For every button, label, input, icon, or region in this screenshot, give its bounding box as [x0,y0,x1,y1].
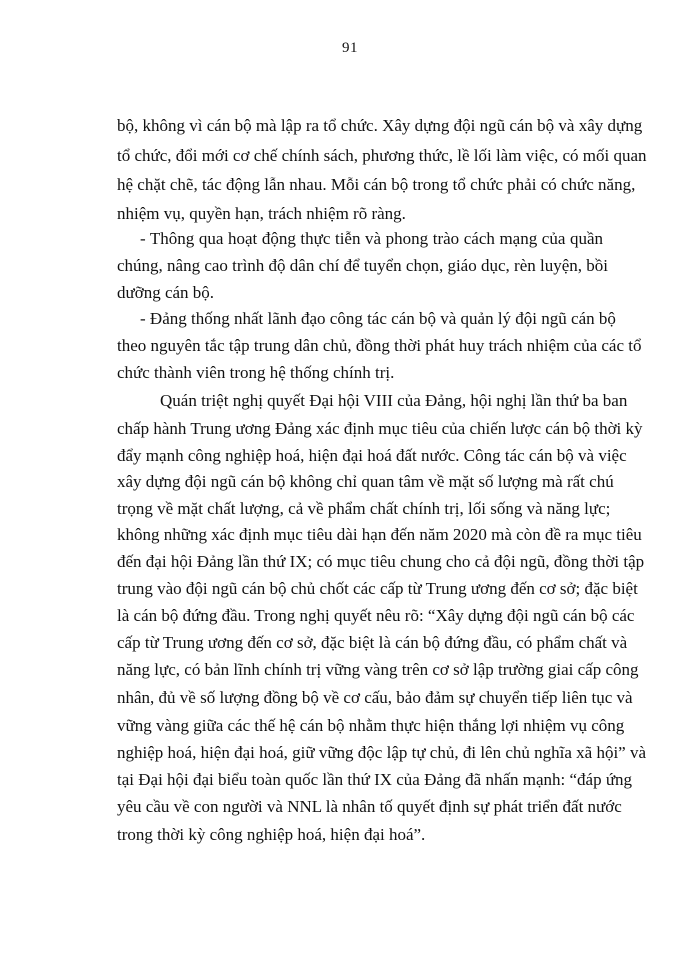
text-line: tổ chức, đổi mới cơ chế chính sách, phương thức, lề lối làm việc, có mối quan [117,146,647,165]
text-line: nhiệm vụ, quyền hạn, trách nhiệm rõ ràng. [117,204,406,223]
text-line: chúng, nâng cao trình độ dân chí để tuyển chọn, giáo dục, rèn luyện, bồi [117,256,608,275]
text-line: nghiệp hoá, hiện đại hoá, giữ vững độc lập tự chủ, đi lên chủ nghĩa xã hội” và [117,743,647,762]
bullet-line: - Đảng thống nhất lãnh đạo công tác cán bộ và quản lý đội ngũ cán bộ [140,309,616,328]
text-line: đẩy mạnh công nghiệp hoá, hiện đại hoá đất nước. Công tác cán bộ và việc [117,446,627,465]
text-line: cấp từ Trung ương đến cơ sở, đặc biệt là cán bộ đứng đầu, có phẩm chất và [117,633,628,652]
text-line: hệ chặt chẽ, tác động lẫn nhau. Mỗi cán bộ trong tổ chức phải có chức năng, [117,175,636,194]
text-line: vững vàng giữa các thế hệ cán bộ nhằm thực hiện thắng lợi nhiệm vụ công [117,716,625,735]
text-line: tại Đại hội đại biểu toàn quốc lần thứ IX của Đảng đã nhấn mạnh: “đáp ứng [117,770,633,789]
text-line: trung vào đội ngũ cán bộ chủ chốt các cấp từ Trung ương đến cơ sở; đặc biệt [117,579,638,598]
text-line: trọng về mặt chất lượng, cả về phẩm chất chính trị, lối sống và năng lực; [117,499,611,518]
text-line: theo nguyên tắc tập trung dân chủ, đồng thời phát huy trách nhiệm của các tổ [117,336,642,355]
text-line: xây dựng đội ngũ cán bộ không chỉ quan tâm về mặt số lượng mà rất chú [117,472,614,491]
text-line: không những xác định mục tiêu dài hạn đến năm 2020 mà còn đề ra mục tiêu [117,525,642,544]
text-line: là cán bộ đứng đầu. Trong nghị quyết nêu rõ: “Xây dựng đội ngũ cán bộ các [117,606,635,625]
text-line: đến đại hội Đảng lần thứ IX; có mục tiêu chung cho cả đội ngũ, đồng thời tập [117,552,645,571]
text-line: nhân, đủ về số lượng đồng bộ về cơ cấu, bảo đảm sự chuyển tiếp liên tục và [117,688,633,707]
text-line: năng lực, có bản lĩnh chính trị vững vàng trên cơ sở lập trường giai cấp công [117,660,639,679]
page-number: 91 [342,40,358,56]
text-line: Quán triệt nghị quyết Đại hội VIII của Đảng, hội nghị lần thứ ba ban [160,391,628,410]
text-line: yêu cầu về con người và NNL là nhân tố quyết định sự phát triển đất nước [117,797,622,816]
bullet-line: - Thông qua hoạt động thực tiễn và phong trào cách mạng của quần [140,229,603,248]
text-line: chấp hành Trung ương Đảng xác định mục tiêu của chiến lược cán bộ thời kỳ [117,419,643,438]
text-line: chức thành viên trong hệ thống chính trị. [117,363,395,382]
text-line: bộ, không vì cán bộ mà lập ra tổ chức. Xây dựng đội ngũ cán bộ và xây dựng [117,116,643,135]
text-line: dưỡng cán bộ. [117,283,215,302]
text-line: trong thời kỳ công nghiệp hoá, hiện đại hoá”. [117,825,426,844]
